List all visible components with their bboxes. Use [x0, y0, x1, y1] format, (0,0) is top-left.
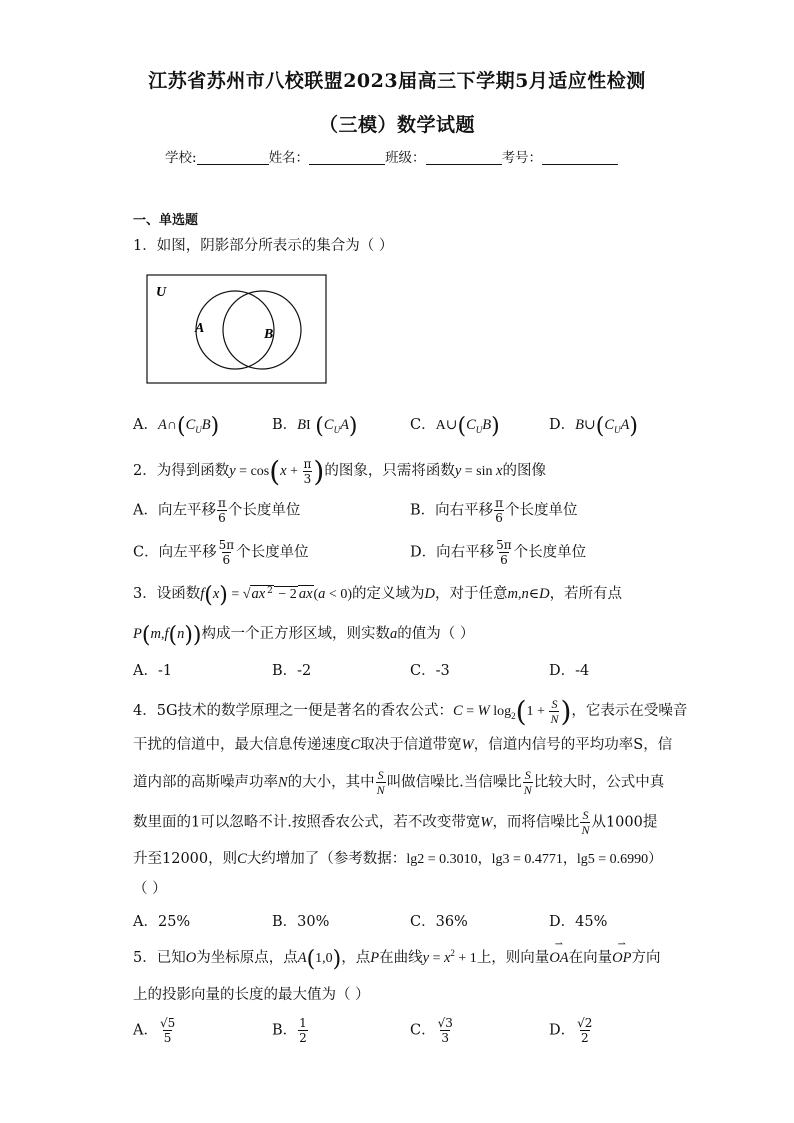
- q2-option-a: A．向左平移 $\frac{\pi}{6}$ 个长度单位: [133, 496, 301, 525]
- set-b-circle: [223, 291, 301, 369]
- question-3-line-2: P(m,f(n))构成一个正方形区域，则实数a的值为（ ）: [133, 623, 475, 648]
- q5-option-b: B． $\frac{1}{2}$: [272, 1016, 307, 1045]
- q4-option-c: C．36%: [410, 914, 468, 930]
- q2-option-b: B．向右平移 $\frac{\pi}{6}$ 个长度单位: [410, 496, 578, 525]
- q4-option-b: B．30%: [272, 914, 330, 930]
- venn-label-u: U: [156, 285, 167, 300]
- venn-label-a: A: [195, 321, 205, 336]
- class-blank: [426, 150, 502, 165]
- question-4-line-6: （ ）: [133, 881, 167, 897]
- exam-no-blank: [542, 150, 618, 165]
- question-4-line-1: 4．5G技术的数学原理之一便是著名的香农公式：C = W $\log_2(1$ + $\frac{S}{N}$ )，它表示在受噪音: [133, 695, 688, 728]
- question-4-line-2: 干扰的信道中，最大信息传递速度C取决于信道带宽W，信道内信号的平均功率S，信: [133, 737, 673, 753]
- school-label: 学校:: [165, 150, 197, 166]
- question-5-line-2: 上的投影向量的长度的最大值为（ ）: [133, 987, 370, 1003]
- q3-option-c: C．-3: [410, 663, 450, 679]
- page-title: 江苏省苏州市八校联盟2023届高三下学期5月适应性检测: [148, 70, 646, 92]
- section-heading: 一、单选题: [133, 213, 199, 228]
- q2-option-c: C．向左平移 $\frac{5\pi}{6}$ 个长度单位: [133, 538, 309, 567]
- q4-option-a: A．25%: [133, 914, 191, 930]
- q4-option-d: D．45%: [549, 914, 608, 930]
- question-5-line-1: 5．已知O为坐标原点，点A(1,0)，点P在曲线$y = x^2 + 1$上，则向量⇀ OA在向量⇀ OP方向: [133, 946, 661, 972]
- question-4-line-4: 数里面的1可以忽略不计.按照香农公式，若不改变带宽W，而将信噪比 $\frac{S}{N}$ 从1000提: [133, 808, 658, 837]
- class-label: 班级：: [385, 150, 426, 166]
- question-4-line-5: 升至12000，则C大约增加了（参考数据：lg2 = 0.3010，lg3 = 0.4771，lg5 = 0.6990）: [133, 851, 663, 867]
- venn-diagram: [146, 274, 328, 386]
- name-blank: [309, 150, 385, 165]
- q1-option-d: D．$B\cup(C_UA)$: [549, 414, 638, 439]
- q3-option-d: D．-4: [549, 663, 590, 679]
- q5-option-a: A． $\frac{√5}{5}$: [133, 1016, 176, 1045]
- question-3-line-1: 3．设函数f(x) = √ax $^2$ − 2 ax(a < 0)的定义域为D，对于任意m,n∈D，若所有点: [133, 583, 623, 608]
- name-label: 姓名：: [268, 150, 310, 166]
- set-a-circle: [196, 291, 274, 369]
- page-subtitle: （三模）数学试题: [318, 114, 475, 136]
- q1-option-b: B．BI $(C_UA)$: [272, 414, 358, 439]
- question-1-text: 1．如图，阴影部分所表示的集合为（ ）: [133, 238, 394, 254]
- question-4-line-3: 道内部的高斯噪声功率N的大小，其中 $\frac{S}{N}$ 叫做信噪比.当信噪比 $\frac{S}{N}$ 比较大时，公式中真: [133, 768, 665, 797]
- q3-option-a: A．-1: [133, 663, 173, 679]
- q1-option-a: A．$A\cap(C_UB)$: [133, 414, 220, 439]
- q3-option-b: B．-2: [272, 663, 312, 679]
- q1-option-c: C．$A\cup(C_UB)$: [410, 414, 500, 439]
- school-blank: [197, 150, 269, 165]
- question-2-text: 2．为得到函数y = cos(x + $\frac{\pi}{3}$ )的图象，只需将函数y = sin x的图像: [133, 455, 546, 488]
- q5-option-d: D． $\frac{√2}{2}$: [549, 1016, 593, 1045]
- q2-option-d: D．向右平移 $\frac{5\pi}{6}$ 个长度单位: [410, 538, 587, 567]
- q5-option-c: C． $\frac{√3}{3}$: [410, 1016, 453, 1045]
- exam-no-label: 考号：: [501, 150, 543, 166]
- student-info-row: [165, 146, 618, 166]
- venn-label-b: B: [264, 327, 274, 342]
